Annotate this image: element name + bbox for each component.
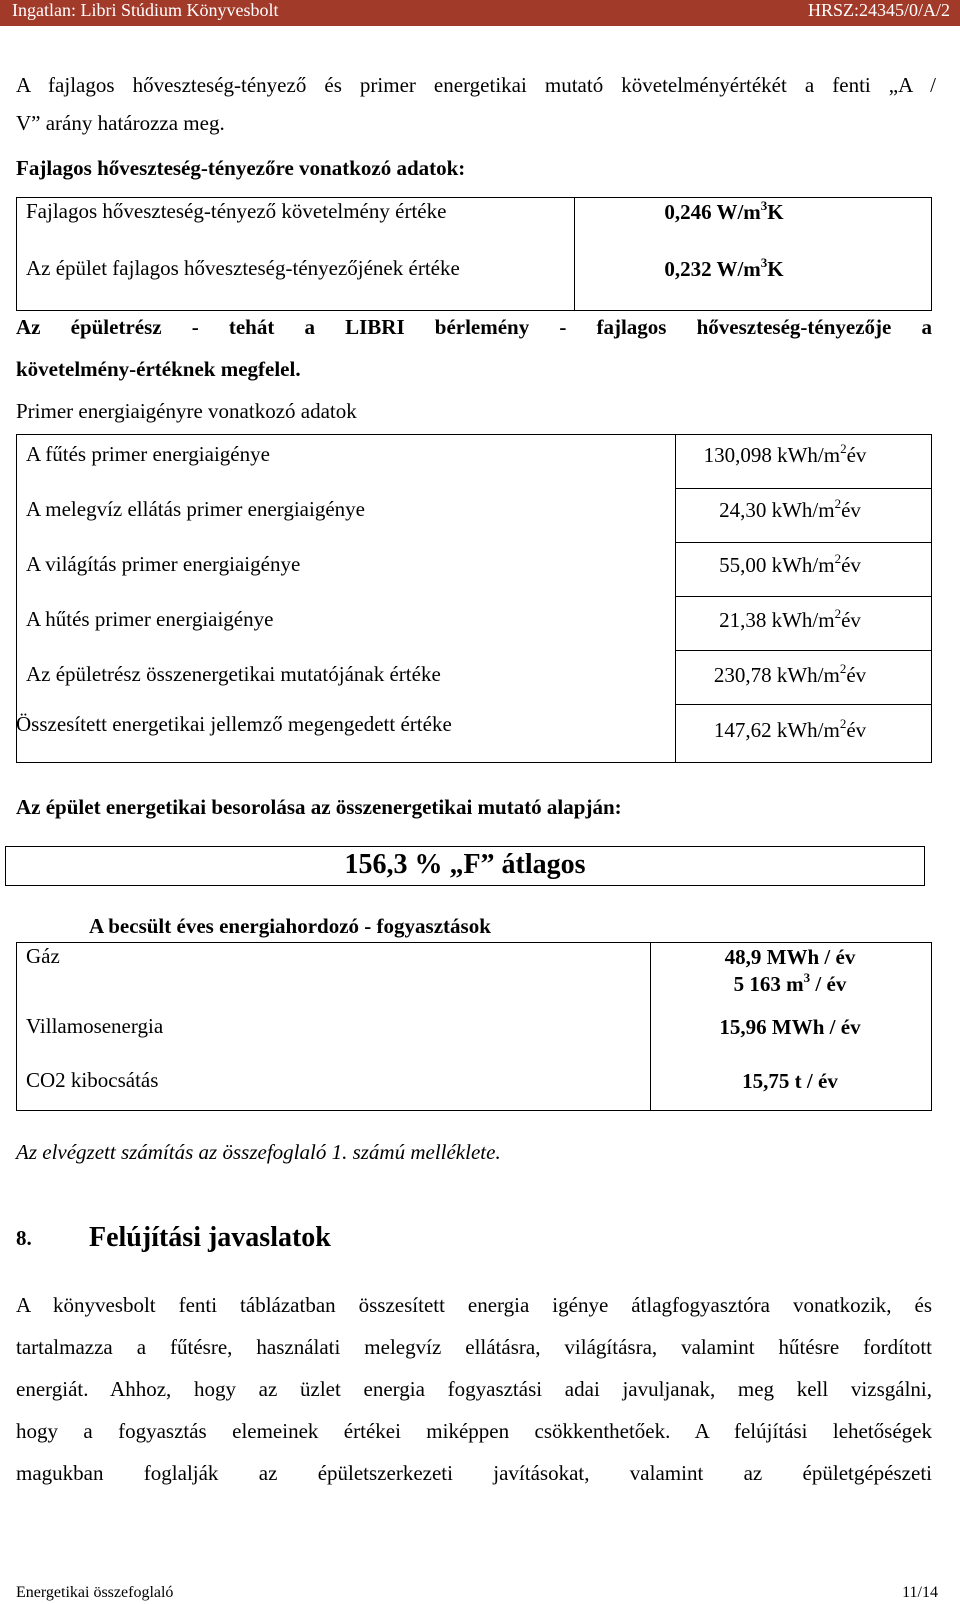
body-line: energiát. Ahhoz, hogy az üzlet energia fogyasztási adai javuljanak, meg kell vizsgálni, [16, 1377, 932, 1401]
primary-row-label: A fűtés primer energiaigénye [26, 442, 270, 466]
page-number: 11/14 [902, 1584, 938, 1601]
classification-value: 156,3 % „F” átlagos [344, 849, 586, 880]
calculation-note: Az elvégzett számítás az összefoglaló 1. számú melléklete. [16, 1140, 501, 1164]
primary-heading: Primer energiaigényre vonatkozó adatok [16, 399, 357, 423]
consumption-row-value: 48,9 MWh / év [724, 945, 856, 969]
consumption-row-value-secondary: 5 163 $m^3$ / év [733, 970, 847, 996]
primary-row-value: 24,30 kWh/$m^2év$ [719, 496, 861, 522]
primary-row-label: A világítás primer energiaigénye [26, 552, 301, 576]
body-line: hogy a fogyasztás elemeinek értékei miképpen csökkenthetőek. A felújítási lehetőségek [16, 1419, 932, 1443]
section-title: Felújítási javaslatok [89, 1222, 331, 1253]
intro-line-1: A fajlagos hőveszteség-tényező és primer energetikai mutató követelményértékét a fenti „A / [16, 73, 936, 97]
consumption-row-label: Villamosenergia [26, 1014, 164, 1038]
consumption-heading: A becsült éves energiahordozó - fogyasztások [89, 914, 491, 938]
primary-row-value: 21,38 kWh/$m^2év$ [719, 606, 861, 632]
heat-loss-row-value: 0,246 $W/m^3K$ [664, 198, 784, 224]
heat-loss-heading: Fajlagos hőveszteség-tényezőre vonatkozó adatok: [16, 156, 466, 180]
classification-box [5, 846, 925, 886]
primary-row-value: 55,00 kWh/$m^2év$ [719, 551, 861, 577]
heat-loss-row-value: 0,232 $W/m^3K$ [664, 255, 784, 281]
body-line: tartalmazza a fűtésre, használati melegvíz ellátásra, világításra, valamint hűtésre fordított [16, 1335, 932, 1359]
intro-line-2: V” arány határozza meg. [16, 111, 225, 135]
heat-loss-conclusion-line-1: Az épületrész - tehát a LIBRI bérlemény - fajlagos hőveszteség-tényezője a [16, 315, 932, 339]
heat-loss-row-label: Az épület fajlagos hőveszteség-tényezőjének értéke [26, 256, 460, 280]
consumption-row-label: Gáz [26, 944, 60, 968]
section-number: 8. [16, 1226, 32, 1250]
primary-row-value: 230,78 kWh/$m^2év$ [713, 661, 867, 687]
primary-row-value: 130,098 kWh/$m^2év$ [703, 441, 867, 467]
consumption-row-value: 15,75 t / év [742, 1069, 838, 1093]
primary-row-value: 147,62 kWh/$m^2év$ [713, 716, 867, 742]
header-property: Ingatlan: Libri Stúdium Könyvesbolt [12, 0, 279, 20]
primary-row-label: A hűtés primer energiaigénye [26, 607, 274, 631]
body-line: magukban foglalják az épületszerkezeti javításokat, valamint az épületgépészeti [16, 1461, 932, 1485]
header-parcel-number: HRSZ:24345/0/A/2 [807, 0, 950, 20]
consumption-row-label: CO2 kibocsátás [26, 1068, 159, 1092]
footer-title: Energetikai összefoglaló [16, 1584, 174, 1601]
primary-row-label: A melegvíz ellátás primer energiaigénye [26, 497, 365, 521]
primary-row-label: Összesített energetikai jellemző megengedett értéke [16, 712, 452, 736]
page-footer [16, 1584, 944, 1602]
primary-row-label: Az épületrész összenergetikai mutatójának értéke [26, 662, 441, 686]
body-line: A könyvesbolt fenti táblázatban összesített energia igénye átlagfogyasztóra vonatkozik, és [16, 1293, 932, 1317]
heat-loss-row-label: Fajlagos hőveszteség-tényező követelmény értéke [26, 199, 447, 223]
page-header [0, 0, 960, 26]
consumption-row-value: 15,96 MWh / év [719, 1015, 861, 1039]
heat-loss-conclusion-line-2: követelmény-értéknek megfelel. [16, 357, 301, 381]
classification-heading: Az épület energetikai besorolása az összenergetikai mutató alapján: [16, 795, 622, 819]
